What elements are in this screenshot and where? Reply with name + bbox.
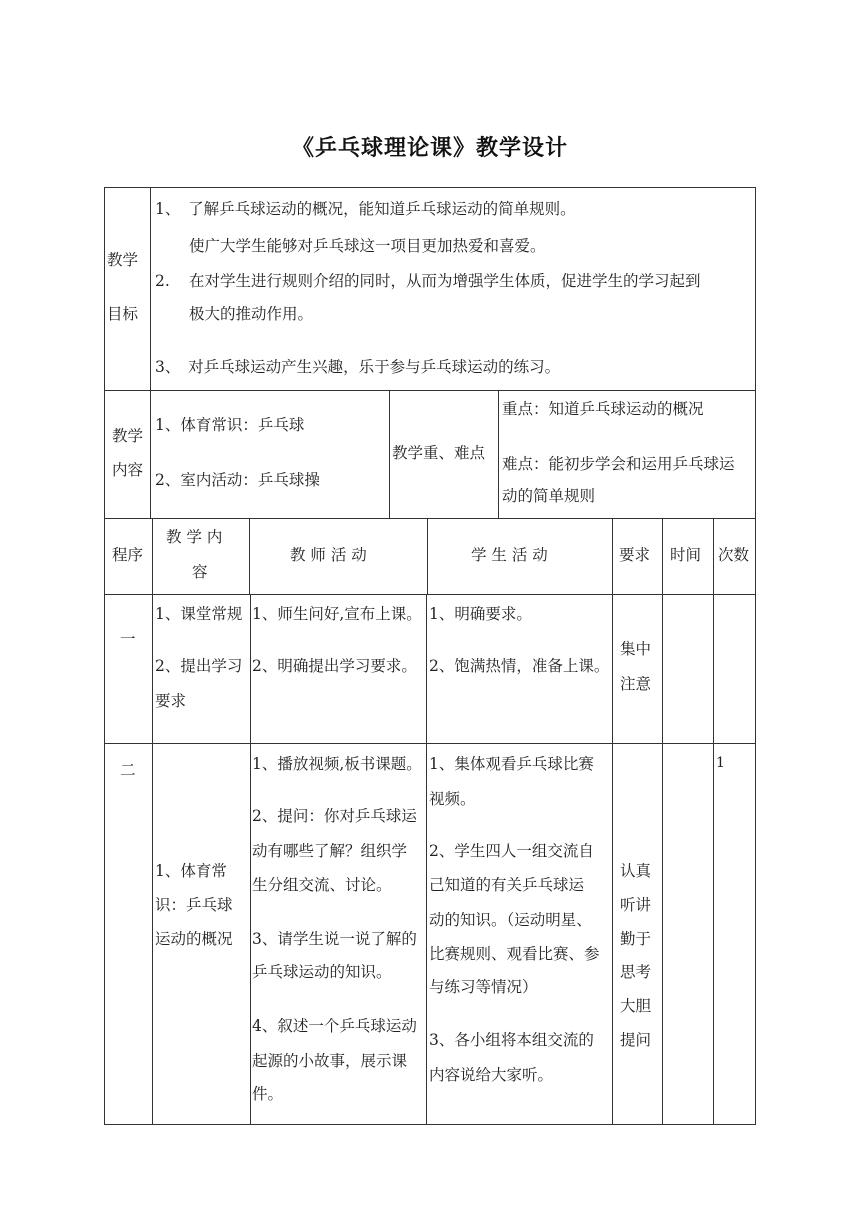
row-content: 要求 [155,692,187,710]
objectives-label: 教学 [107,251,139,269]
row-teacher-activity: 3、请学生说一说了解的 [252,930,417,948]
row-content: 运动的概况 [155,930,233,948]
objective-item: 在对学生进行规则介绍的同时，从而为增强学生体质，促进学生的学习起到 [189,272,701,290]
header-procedure: 程序 [112,546,144,564]
key-difficulty-label: 教学重、难点 [392,444,486,462]
column-divider [152,518,153,1125]
row-procedure: 一 [120,630,136,648]
row-teacher-activity: 2、明确提出学习要求。 [252,657,417,675]
row-requirement: 集中 [620,640,652,658]
row-divider [104,743,756,744]
row-student-activity: 动的知识。（运动明星、 [429,911,592,929]
row-teacher-activity: 起源的小故事，展示课 [252,1052,408,1070]
row-divider [104,390,756,391]
column-divider [498,390,499,518]
row-requirement: 勤于 [620,930,652,948]
row-teacher-activity: 4、叙述一个乒乓球运动 [252,1017,417,1035]
row-student-activity: 内容说给大家听。 [429,1066,554,1084]
row-student-activity: 视频。 [429,790,476,808]
header-count: 次数 [718,546,750,564]
row-student-activity: 与练习等情况） [429,978,538,996]
content-item: 1、体育常识：乒乓球 [155,416,305,434]
page-title: 《乒乓球理论课》教学设计 [291,136,568,161]
column-divider [662,518,663,1125]
header-content: 教 学 内 [166,528,223,546]
difficulty-point: 动的简单规则 [502,487,596,505]
content-label: 教学 [112,427,144,445]
row-teacher-activity: 生分组交流、讨论。 [252,876,392,894]
column-divider [612,518,613,1125]
row-divider [104,518,756,519]
column-divider [150,187,151,518]
content-label: 内容 [112,461,144,479]
column-divider [427,518,428,594]
objectives-label: 目标 [107,305,139,323]
key-point: 重点：知道乒乓球运动的概况 [502,400,704,418]
row-teacher-activity: 动有哪些了解？组织学 [252,842,408,860]
header-time: 时间 [670,546,702,564]
header-requirement: 要求 [619,546,651,564]
row-requirement: 思考 [620,963,652,981]
column-divider [713,518,714,1125]
row-requirement: 提问 [620,1031,652,1049]
row-teacher-activity: 件。 [252,1085,284,1103]
header-teacher-activity: 教 师 活 动 [290,546,367,564]
header-student-activity: 学 生 活 动 [471,546,548,564]
row-teacher-activity: 1、师生问好,宣布上课。 [252,605,422,623]
column-divider [250,594,251,1125]
row-divider [104,594,756,595]
row-teacher-activity: 乒乓球运动的知识。 [252,963,392,981]
row-content: 识：乒乓球 [155,896,233,914]
column-divider [249,518,250,594]
header-content: 容 [192,563,208,581]
row-requirement: 听讲 [620,896,652,914]
row-procedure: 二 [120,761,136,779]
row-student-activity: 2、饱满热情，准备上课。 [429,657,610,675]
row-teacher-activity: 2、提问：你对乒乓球运 [252,807,417,825]
objective-item-number: 2. [155,272,170,290]
objective-item: 使广大学生能够对乒乓球这一项目更加热爱和喜爱。 [189,237,546,255]
row-requirement: 注意 [620,675,652,693]
row-requirement: 认真 [620,862,652,880]
column-divider [389,390,390,518]
row-student-activity: 比赛规则、观看比赛、参 [429,945,600,963]
objective-item: 1、 了解乒乓球运动的概况，能知道乒乓球运动的简单规则。 [155,200,576,218]
row-student-activity: 1、集体观看乒乓球比赛 [429,755,594,773]
row-student-activity: 1、明确要求。 [429,605,532,623]
difficulty-point: 难点：能初步学会和运用乒乓球运 [502,455,735,473]
row-count: 1 [716,755,725,771]
row-requirement: 大胆 [620,997,652,1015]
row-content: 2、提出学习 [155,657,243,675]
row-content: 1、课堂常规 [155,605,243,623]
row-teacher-activity: 1、播放视频,板书课题。 [252,755,422,773]
objective-item: 3、 对乒乓球运动产生兴趣，乐于参与乒乓球运动的练习。 [155,358,561,376]
objective-item: 极大的推动作用。 [189,305,314,323]
column-divider [426,594,427,1125]
row-student-activity: 3、各小组将本组交流的 [429,1031,594,1049]
row-content: 1、体育常 [155,862,227,880]
row-student-activity: 2、学生四人一组交流自 [429,842,594,860]
content-item: 2、室内活动：乒乓球操 [155,471,320,489]
row-student-activity: 己知道的有关乒乓球运 [429,876,585,894]
